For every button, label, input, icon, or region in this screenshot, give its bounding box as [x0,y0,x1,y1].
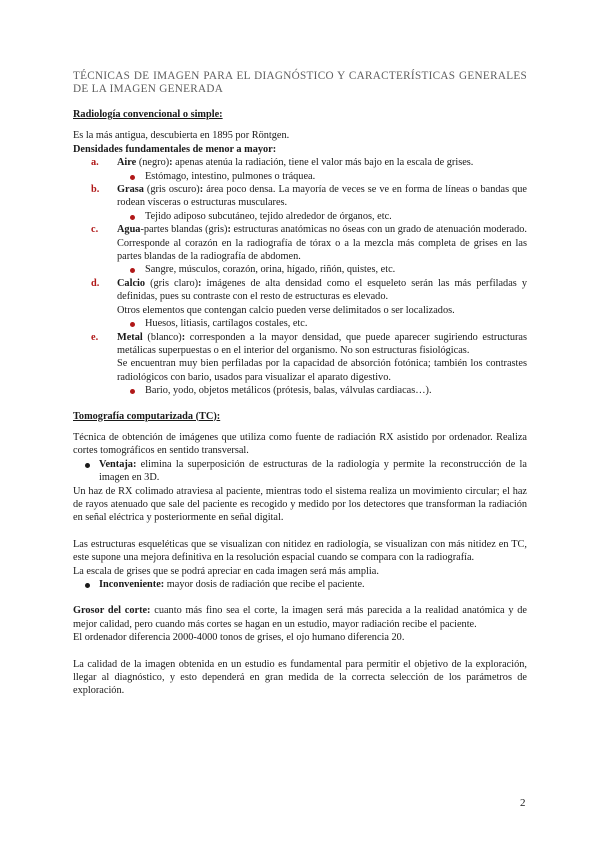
tc-paragraph: Técnica de obtención de imágenes que utiliza como fuente de radiación RX asistido por ordenador. Realiza cortes tomográficos en sentido transversal. [73,431,527,457]
density-description: área poco densa. La mayoría de veces se ve en forma de líneas o bandas que rodean vísceras o estructuras musculares. [117,184,527,209]
section-heading-radiologia: Radiología convencional o simple: [73,109,223,120]
density-name: Aire [117,157,137,169]
list-marker: d. [91,277,100,289]
bullet-dot-icon [130,268,135,273]
ventaja-bullet: Ventaja: elimina la superposición de estructuras de la radiología y permite la reconstrucción de la imagen en 3D. [73,458,527,485]
inconveniente-bullet: Inconveniente: mayor dosis de radiación que recibe el paciente. [73,578,527,591]
grosor-paragraph: Grosor del corte: cuanto más fino sea el corte, la imagen será más parecida a la realidad anatómica y de mejor calidad, pero cuando más cortes se hagan en un estudio, mayor radiación recibe el paciente. [73,605,528,630]
list-marker: a. [91,157,99,169]
density-example-bullet: Sangre, músculos, corazón, orina, hígado, riñón, quistes, etc. [73,263,527,276]
tc-paragraph: Un haz de RX colimado atraviesa al paciente, mientras todo el sistema realiza un movimiento circular; el haz de rayos atenuado que sale del paciente es recogido y medido por los detectores que transforman la radiación en señal eléctrica y posteriormente en señal digital. [73,485,527,524]
document-title: TÉCNICAS DE IMAGEN PARA EL DIAGNÓSTICO Y CARACTERÍSTICAS GENERALES DE LA IMAGEN GENERADA [73,70,527,95]
tc-paragraph: Las estructuras esqueléticas que se visualizan con nitidez en radiología, se visualizan con más nitidez en TC, este supone una mejora definitiva en la resolución espacial cuando se compara con la radiografía. [73,538,527,564]
density-color: -partes blandas (gris) [140,224,228,236]
list-marker: e. [91,331,99,343]
section-heading-tc: Tomografía computarizada (TC): [73,410,221,422]
density-extra-text: Otros elementos que contengan calcio pueden verse delimitados o ser localizados. [117,304,455,316]
bullet-dot-icon [85,463,90,468]
list-marker: c. [91,224,99,236]
bullet-dot-icon [130,175,135,180]
density-color: (blanco) [142,331,182,343]
density-color: (negro) [136,157,170,169]
density-name: Agua [117,224,141,236]
density-item-metal: e. Metal (blanco): corresponden a la mayor densidad, que puede aparecer sugiriendo estructuras metálicas superpuestas o en el interior del organismo. No son estructuras fisiológicas. [91,331,527,356]
tc-paragraph: La escala de grises que se podrá apreciar en cada imagen será más amplia. [73,565,379,577]
density-extra-text: Se encuentran muy bien perfiladas por la capacidad de absorción fotónica; también los contrastes radiológicos con bario, usados para visualizar el aparato digestivo. [117,358,527,383]
page-number: 2 [520,797,526,809]
density-item-aire: a. Aire (negro): apenas atenúa la radiación, tiene el valor más bajo en la escala de grises. [91,157,474,169]
density-description: imágenes de alta densidad como el esqueleto serán las más perfiladas y definidas, pues su contraste con el resto de estructuras es elevado. [117,277,527,303]
density-description: estructuras anatómicas no óseas con un grado de atenuación moderado. Corresponde al corazón en la radiografía de tórax o a la mezcla más completa de grises en las partes blandas de la radiografía de abdomen. [117,224,528,263]
rc-intro: Es la más antigua, descubierta en 1895 por Röntgen. [73,130,290,142]
density-color: (gris oscuro) [143,184,200,196]
density-item-calcio: d. Calcio (gris claro): imágenes de alta densidad como el esqueleto serán las más perfiladas y definidas, pues su contraste con el resto de estructuras es elevado. [91,277,527,303]
density-description: corresponden a la mayor densidad, que puede aparecer sugiriendo estructuras metálicas superpuestas o en el interior del organismo. No son estructuras fisiológicas. [117,331,527,356]
density-example-bullet: Tejido adiposo subcutáneo, tejido alrededor de órganos, etc. [73,210,527,223]
page-content [73,70,527,698]
density-example-bullet: Bario, yodo, objetos metálicos (prótesis, balas, válvulas cardiacas…). [73,384,527,397]
list-marker: b. [91,184,100,196]
density-example-bullet: Estómago, intestino, pulmones o tráquea. [73,170,527,183]
density-color: (gris claro) [145,277,199,289]
density-example-bullet: Huesos, litiasis, cartílagos costales, etc. [73,317,527,330]
bullet-dot-icon [130,322,135,327]
bullet-dot-icon [85,583,90,588]
tc-paragraph: El ordenador diferencia 2000-4000 tonos de grises, el ojo humano diferencia 20. [73,632,405,644]
density-name: Calcio [117,277,146,289]
density-item-grasa: b. Grasa (gris oscuro): área poco densa. La mayoría de veces se ve en forma de líneas o bandas que rodean vísceras o estructuras musculares. [91,184,527,209]
density-item-agua: c. Agua-partes blandas (gris): estructuras anatómicas no óseas con un grado de atenuación moderado. Corresponde al corazón en la radiografía de tórax o a la mezcla más completa de grises en las partes blandas de la radiografía de abdomen. [91,224,528,263]
density-name: Metal [117,331,143,343]
tc-paragraph: La calidad de la imagen obtenida en un estudio es fundamental para permitir el objetivo de la exploración, llegar al diagnóstico, y esto dependerá en gran medida de la correcta selección de los parámetros de exploración. [73,658,527,697]
bullet-dot-icon [130,215,135,220]
bullet-dot-icon [130,389,135,394]
density-name: Grasa [117,184,144,196]
density-description: apenas atenúa la radiación, tiene el valor más bajo en la escala de grises. [172,157,474,169]
densities-heading: Densidades fundamentales de menor a mayor: [73,143,277,155]
